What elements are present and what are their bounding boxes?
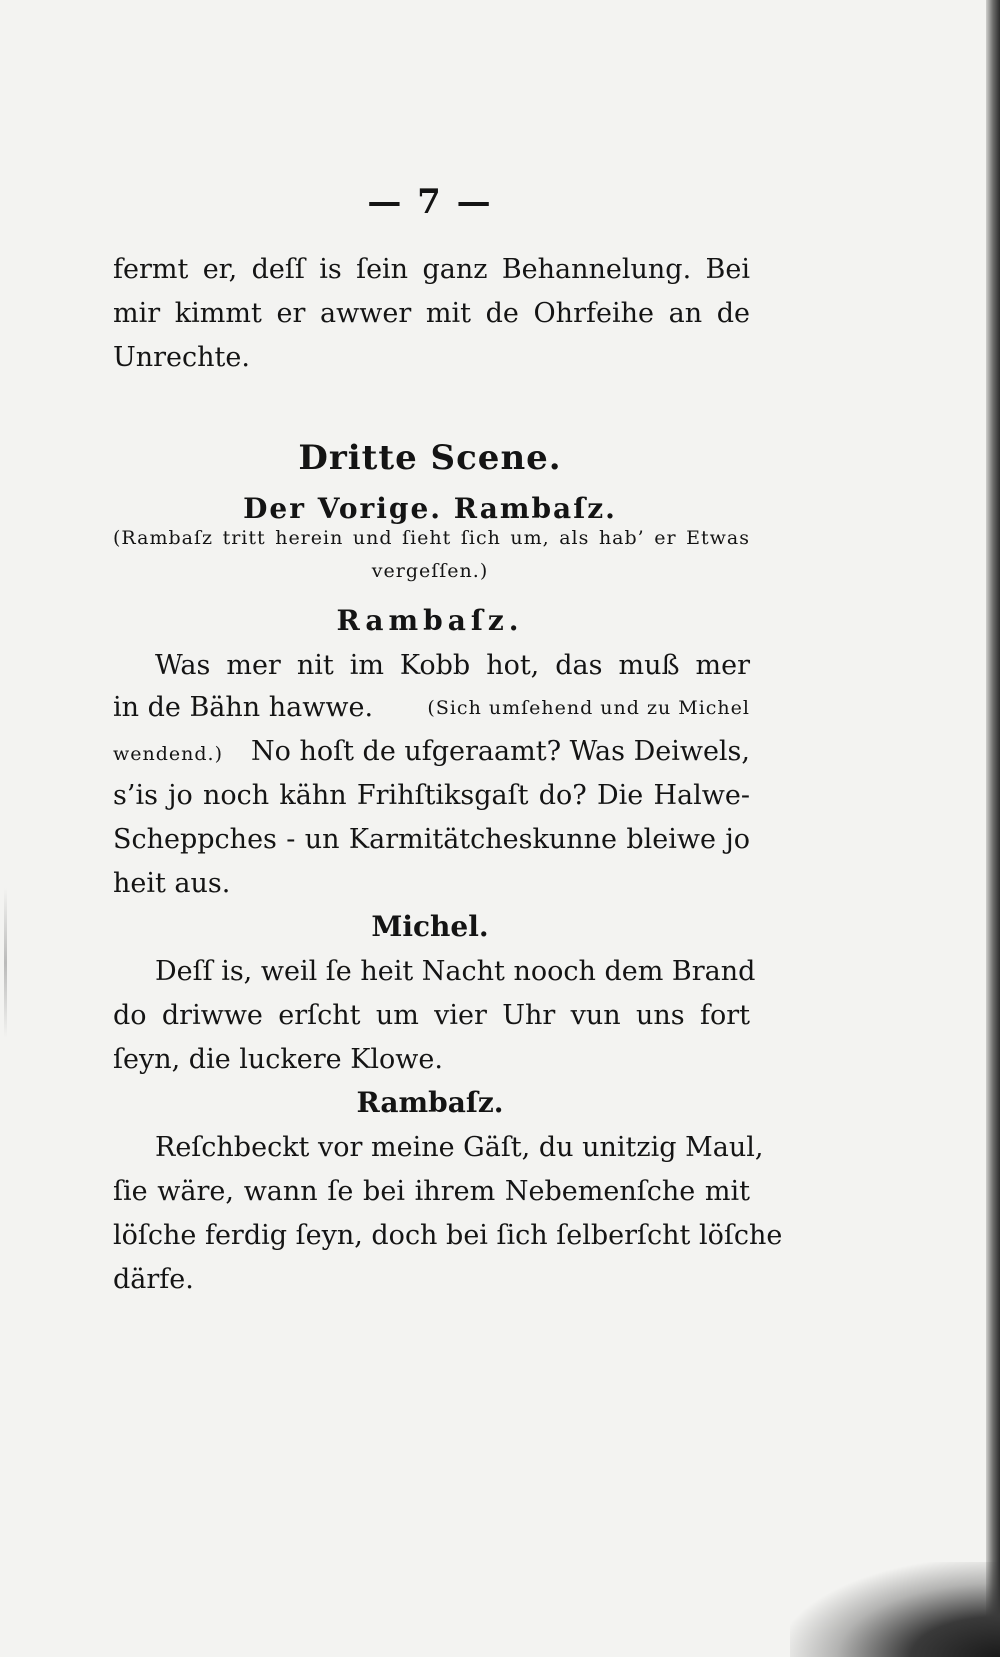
page-number: — 7 — [367, 182, 493, 222]
worn-corner [790, 1562, 1000, 1657]
text-line: mir kimmt er awwer mit de Ohrfeihe an de [113, 298, 750, 329]
text-line: Scheppches - un Karmitätcheskunne bleiwe jo [113, 824, 750, 855]
inline-stage-direction: wendend.) [113, 743, 224, 765]
text-line: löſche ferdig ſeyn, doch bei ſich ſelberſcht löſche [113, 1220, 783, 1251]
text-line: därfe. [113, 1264, 194, 1295]
stage-direction: vergeſſen.) [371, 560, 489, 582]
text-line: Deſſ is, weil ſe heit Nacht nooch dem Brand [155, 956, 756, 987]
text-line: s’is jo noch kähn Frihſtiksgaſt do? Die Halwe- [113, 780, 750, 811]
speaker-name: Michel. [371, 910, 489, 943]
scene-title: Dritte Scene. [298, 438, 562, 478]
text-line: do driwwe erſcht um vier Uhr vun uns fort [113, 1000, 750, 1031]
scene-cast: Der Vorige. Rambaſz. [243, 492, 617, 525]
text-line [113, 734, 750, 772]
speaker-name: Rambaſz. [356, 1086, 504, 1119]
text-line: Unrechte. [113, 342, 250, 373]
text-line: fermt er, deſſ is ſein ganz Behannelung. Bei [113, 254, 750, 285]
text-line: ſeyn, die luckere Klowe. [113, 1044, 443, 1075]
speech-text: in de Bähn hawwe. [113, 692, 374, 723]
binding-edge [986, 0, 1000, 1657]
text-line [113, 690, 750, 726]
speech-text: No hoſt de ufgeraamt? Was Deiwels, [251, 736, 750, 767]
stage-direction: (Rambaſz tritt herein und ſieht ſich um, als hab’ er Etwas [113, 527, 750, 549]
speaker-name: Rambaſz. [336, 604, 524, 637]
text-line: Was mer nit im Kobb hot, das muß mer [155, 650, 750, 681]
text-line: ſie wäre, wann ſe bei ihrem Nebemenſche mit [113, 1176, 750, 1207]
text-line: Reſchbeckt vor meine Gäſt, du unitzig Maul, [155, 1132, 764, 1163]
inline-stage-direction: (Sich umſehend und zu Michel [427, 697, 750, 719]
text-line: heit aus. [113, 868, 231, 899]
